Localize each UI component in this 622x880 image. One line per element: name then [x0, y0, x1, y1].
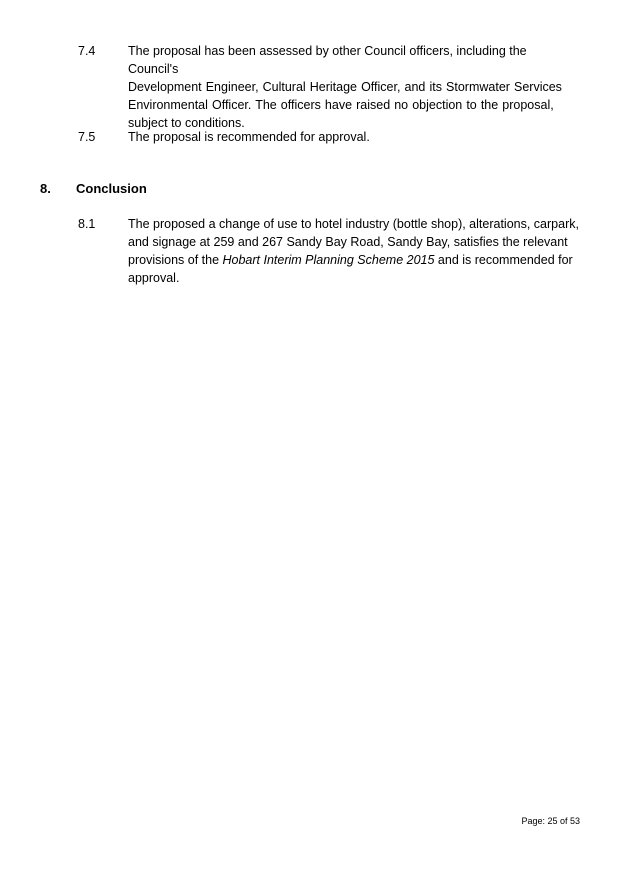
paragraph-line: approval. — [128, 271, 180, 285]
paragraph-number: 7.5 — [78, 130, 96, 144]
paragraph-number: 8.1 — [78, 217, 96, 231]
paragraph-line: Environmental Officer. The officers have raised no objection to the proposal, — [128, 98, 554, 112]
paragraph-line: The proposed a change of use to hotel industry (bottle shop), alterations, carpark, — [128, 217, 579, 231]
paragraph-text — [128, 42, 580, 132]
page-number-footer: Page: 25 of 53 — [521, 816, 580, 826]
text-run: and is recommended for — [434, 253, 573, 267]
paragraph-line — [128, 251, 580, 269]
paragraph-line: subject to conditions. — [128, 116, 245, 130]
paragraph-line: and signage at 259 and 267 Sandy Bay Road, Sandy Bay, satisfies the relevant — [128, 235, 568, 249]
text-run: provisions of the — [128, 253, 223, 267]
paragraph-line: The proposal has been assessed by other Council officers, including the Council's — [128, 44, 527, 76]
scheme-title: Hobart Interim Planning Scheme 2015 — [222, 253, 435, 267]
paragraph-text — [128, 215, 580, 287]
paragraph-line: Development Engineer, Cultural Heritage Officer, and its Stormwater Services — [128, 80, 562, 94]
paragraph-text: The proposal is recommended for approval. — [128, 130, 370, 144]
paragraph-number: 7.4 — [78, 44, 96, 58]
section-number: 8. — [40, 181, 51, 196]
section-title: Conclusion — [76, 181, 147, 196]
